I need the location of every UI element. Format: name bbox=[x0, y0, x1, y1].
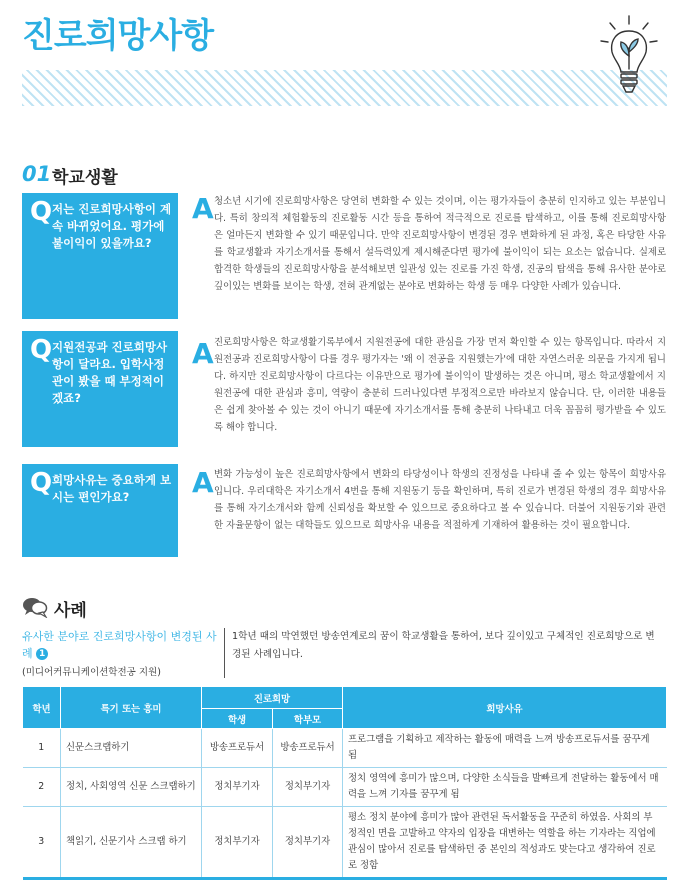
a-mark-icon: A bbox=[192, 466, 214, 499]
answer-text: 청소년 시기에 진로희망사항은 당연히 변화할 수 있는 것이며, 이는 평가자들이 충분히 인지하고 있는 부분입니다. 특히 창의적 체험활동의 진로활동 시간 등을 통하여 적극적으로 진로를 탐색하고, 이를 통해 진로희망사항은 얼마든지 변화할 수 있기 때문입니다. 만약 진로희망사항이 변경된 경우 변화하게 된 과정, 혹은 타당한 사유를 학교생활과 자기소개서를 통해서 설득력있게 제시해준다면 평가에 불이익이 되는 요소는 없습니다. 실제로 합격한 학생들의 진로희망사항을 분석해보면 일관성 있는 진로를 가진 학생, 진공의 탐색을 통해 유사한 분야로 깊이있는 변화를 보이는 학생, 전혀 관계없는 분야로 변화하는 학생 등 매우 다양한 사례가 있습니다. bbox=[214, 196, 666, 292]
answer-text: 변화 가능성이 높은 진로희망사항에서 변화의 타당성이나 학생의 진정성을 나타내 줄 수 있는 항목이 희망사유입니다. 우리대학은 자기소개서 4번을 통해 지원동기 등을 확인하며, 특히 진로가 변경된 학생의 경우 희망사유를 통해 자기소개서와 함께 신뢰성을 확보할 수 있으므로 중요하다고 볼 수 있습니다. 더불어 지원동기와 관련한 자율문항이 없는 대학들도 있으므로 희망사유 내용을 적절하게 기재하여 활용하는 것이 필요합니다. bbox=[214, 469, 666, 531]
q-mark-icon: Q bbox=[30, 335, 53, 365]
cell-grade: 2 bbox=[23, 768, 61, 807]
cell-talent: 책읽기, 신문기사 스크랩 하기 bbox=[61, 807, 202, 879]
cell-parent: 정치부기자 bbox=[273, 807, 343, 879]
table-row bbox=[23, 807, 667, 879]
speech-bubbles-icon bbox=[22, 596, 48, 618]
a-mark-icon: A bbox=[192, 192, 214, 225]
header-talent: 특기 또는 흥미 bbox=[61, 687, 202, 729]
title-hatch-band bbox=[22, 70, 667, 106]
table-row bbox=[23, 768, 667, 807]
q-mark-icon: Q bbox=[30, 468, 53, 498]
case-description: 1학년 때의 막연했던 방송연계로의 꿈이 학교생활을 통하여, 보다 깊이있고 구체적인 진로희망으로 변경된 사례입니다. bbox=[232, 631, 655, 660]
header-hope-group: 진로희망 bbox=[202, 687, 343, 709]
header-student: 학생 bbox=[202, 709, 273, 729]
q-mark-icon: Q bbox=[30, 197, 53, 227]
cell-talent: 정치, 사회영역 신문 스크랩하기 bbox=[61, 768, 202, 807]
question-text: 희망사유는 중요하게 보시는 편인가요? bbox=[52, 473, 172, 504]
cell-reason: 평소 정치 분야에 흥미가 많아 관련된 독서활동을 꾸준히 하였음. 사회의 부정적인 면을 고발하고 약자의 입장을 대변하는 역할을 하는 기자라는 직업에 관심이 많아서 진로를 탐색하던 중 본인의 적성과도 맞는다고 생각하여 진로로 정함 bbox=[343, 807, 667, 879]
page-title: 진로희망사항 bbox=[22, 16, 214, 56]
cell-reason: 프로그램을 기획하고 제작하는 활동에 매력을 느껴 방송프로듀서를 꿈꾸게 됨 bbox=[343, 729, 667, 768]
cell-student: 정치부기자 bbox=[202, 768, 273, 807]
cell-student: 정치부기자 bbox=[202, 807, 273, 879]
cell-grade: 1 bbox=[23, 729, 61, 768]
case-subtitle bbox=[22, 628, 218, 662]
question-text: 저는 진로희망사항이 계속 바뀌었어요. 평가에 불이익이 있을까요? bbox=[52, 202, 172, 250]
case-number-badge: 1 bbox=[36, 648, 48, 660]
table-row bbox=[23, 729, 667, 768]
case-divider bbox=[224, 628, 225, 678]
case-table bbox=[22, 686, 667, 880]
answer-text: 진로희망사항은 학교생활기록부에서 지원전공에 대한 관심을 가장 먼저 확인할 수 있는 항목입니다. 따라서 지원전공과 진로희망사항이 다를 경우 평가자는 '왜 이 전공을 지원했는가'에 대한 자연스러운 의문을 가지게 됩니다. 하지만 진로희망사항이 다르다는 이유만으로 평가에 불이익이 발생하는 것은 아니며, 평소 학교생활에서 지원전공에 대한 관심과 흥미, 역량이 충분히 드러나있다면 부정적으로만 바라보지 않습니다. 단, 이러한 내용들은 쉽게 찾아볼 수 있는 것이 아니기 때문에 자기소개서를 통해 충분히 나타내고 더욱 꼼꼼히 평가받을 수 있도록 해야 합니다. bbox=[214, 337, 666, 433]
question-box-2 bbox=[22, 331, 178, 447]
question-box-3 bbox=[22, 464, 178, 557]
cell-talent: 신문스크랩하기 bbox=[61, 729, 202, 768]
case-heading: 사례 bbox=[54, 601, 87, 621]
cell-grade: 3 bbox=[23, 807, 61, 879]
section-title: 학교생활 bbox=[52, 168, 118, 188]
header-parent: 학부모 bbox=[273, 709, 343, 729]
cell-reason: 정치 영역에 흥미가 많으며, 다양한 소식들을 발빠르게 전달하는 활동에서 매력을 느껴 기자를 꿈꾸게 됨 bbox=[343, 768, 667, 807]
cell-parent: 정치부기자 bbox=[273, 768, 343, 807]
a-mark-icon: A bbox=[192, 337, 214, 370]
cell-parent: 방송프로듀서 bbox=[273, 729, 343, 768]
case-subtitle-text: 유사한 분야로 진로희망사항이 변경된 사례 bbox=[22, 630, 217, 660]
case-department: (미디어커뮤니케이션학전공 지원) bbox=[22, 667, 161, 678]
header-reason: 희망사유 bbox=[343, 687, 667, 729]
section-number: 01 bbox=[22, 162, 52, 186]
cell-student: 방송프로듀서 bbox=[202, 729, 273, 768]
header-grade: 학년 bbox=[23, 687, 61, 729]
question-box-1 bbox=[22, 193, 178, 319]
lightbulb-sprout-icon bbox=[598, 14, 660, 104]
question-text: 지원전공과 진로희망사항이 달라요. 입학사정관이 봤을 때 부정적이겠죠? bbox=[52, 340, 168, 405]
